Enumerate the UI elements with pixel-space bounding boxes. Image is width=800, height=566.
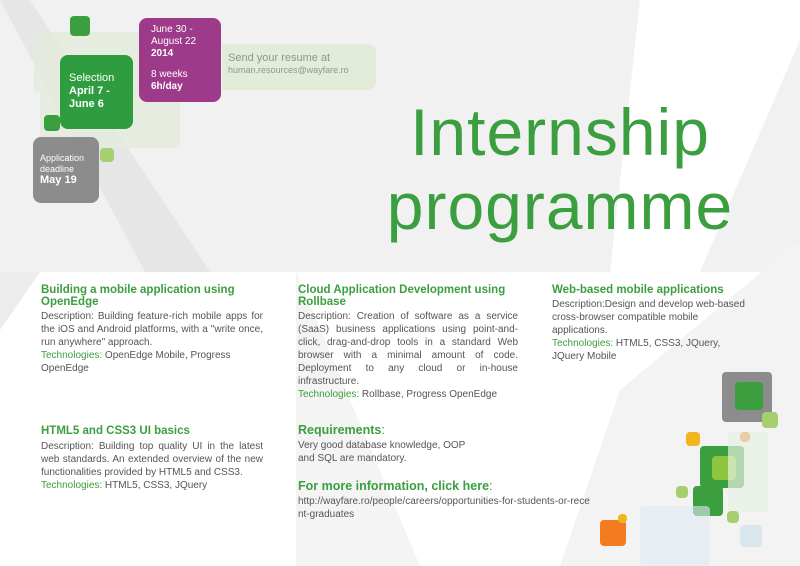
internship-dates-box (139, 18, 221, 102)
project-html5 (41, 425, 263, 492)
title-line1: Internship (410, 95, 710, 169)
internship-year: 2014 (151, 48, 174, 59)
watermark-left-base (0, 272, 40, 330)
decor-square (618, 514, 627, 523)
requirements-colon: : (381, 423, 385, 437)
selection-line2: June 6 (69, 98, 104, 110)
resume-email[interactable]: human.resources@wayfare.ro (228, 65, 349, 75)
project-technologies (41, 479, 263, 492)
project-description: Description: Building top quality UI in the latest web standards. An extended overview of the new functionalities provided by HTML5 and CSS3. (41, 441, 263, 478)
decor-square (600, 520, 626, 546)
technologies-list: OpenEdge Mobile, Progress OpenEdge (41, 350, 231, 374)
project-heading: Web-based mobile applications (552, 284, 724, 296)
project-description: Description: Building feature-rich mobile apps for the iOS and Android platforms, with a "write once, run anywhere" approach. (41, 311, 263, 348)
decor-square (727, 511, 739, 523)
deadline-label-line2: deadline (40, 164, 75, 174)
project-heading: HTML5 and CSS3 UI basics (41, 425, 190, 437)
more-info (298, 479, 598, 521)
technologies-label: Technologies: (552, 338, 614, 349)
decor-square (686, 432, 700, 446)
deadline-date: May 19 (40, 174, 77, 186)
selection-line1: April 7 - (69, 85, 110, 97)
technologies-list: HTML5, CSS3, JQuery (102, 480, 208, 491)
requirements-heading-text: Requirements (298, 423, 382, 437)
project-description: Description:Design and develop web-based cross-browser compatible mobile applications. (552, 299, 745, 336)
project-heading: Building a mobile application using OpenEdge (41, 284, 235, 308)
requirements-heading (298, 423, 558, 437)
more-info-link[interactable]: http://wayfare.ro/people/careers/opportunities-for-students-or-recent-graduates (298, 496, 590, 520)
technologies-list: Rollbase, Progress OpenEdge (359, 389, 498, 400)
project-web-mobile (552, 284, 772, 363)
technologies-label: Technologies: (41, 350, 103, 361)
decor-square (762, 412, 778, 428)
more-info-heading (298, 479, 598, 493)
technologies-label: Technologies: (298, 389, 360, 400)
project-description: Description: Creation of software as a service (SaaS) business applications using point-and-click, drag-and-drop tools in a standard Web browser with a minimal amount of code. Deployment to any cloud or in-house infrastructure. (298, 311, 518, 387)
deadline-label-line1: Application (40, 153, 85, 163)
decor-square (70, 16, 90, 36)
decor-square (100, 148, 114, 162)
technologies-list: HTML5, CSS3, JQuery, JQuery Mobile (552, 338, 721, 362)
selection-box (60, 55, 133, 129)
decor-square (740, 525, 762, 547)
technologies-label: Technologies: (41, 480, 103, 491)
requirements (298, 423, 558, 465)
decor-square (640, 506, 710, 566)
project-technologies (552, 337, 752, 363)
decor-square (676, 486, 688, 498)
deadline-box (33, 137, 99, 203)
title-line2: programme (386, 169, 734, 243)
project-openedge (41, 284, 263, 375)
duration: 8 weeks (151, 69, 188, 80)
project-rollbase (298, 284, 518, 401)
resume-callout (222, 44, 376, 90)
requirements-line2: and SQL are mandatory. (298, 453, 407, 464)
more-info-heading-text[interactable]: For more information, click here (298, 479, 490, 493)
project-technologies (41, 349, 263, 375)
decor-square (44, 115, 60, 131)
page-title (340, 95, 780, 243)
decor-square (735, 382, 763, 410)
requirements-line1: Very good database knowledge, OOP (298, 440, 466, 451)
project-technologies (298, 388, 518, 401)
hours: 6h/day (151, 81, 183, 92)
resume-text: Send your resume at (228, 52, 331, 64)
internship-dates-line1: June 30 - (151, 24, 193, 35)
project-heading: Cloud Application Development using Rollbase (298, 284, 506, 308)
decor-square (728, 432, 768, 512)
selection-label: Selection (69, 72, 115, 84)
more-info-colon: : (489, 479, 493, 493)
internship-dates-line2: August 22 (151, 36, 197, 47)
